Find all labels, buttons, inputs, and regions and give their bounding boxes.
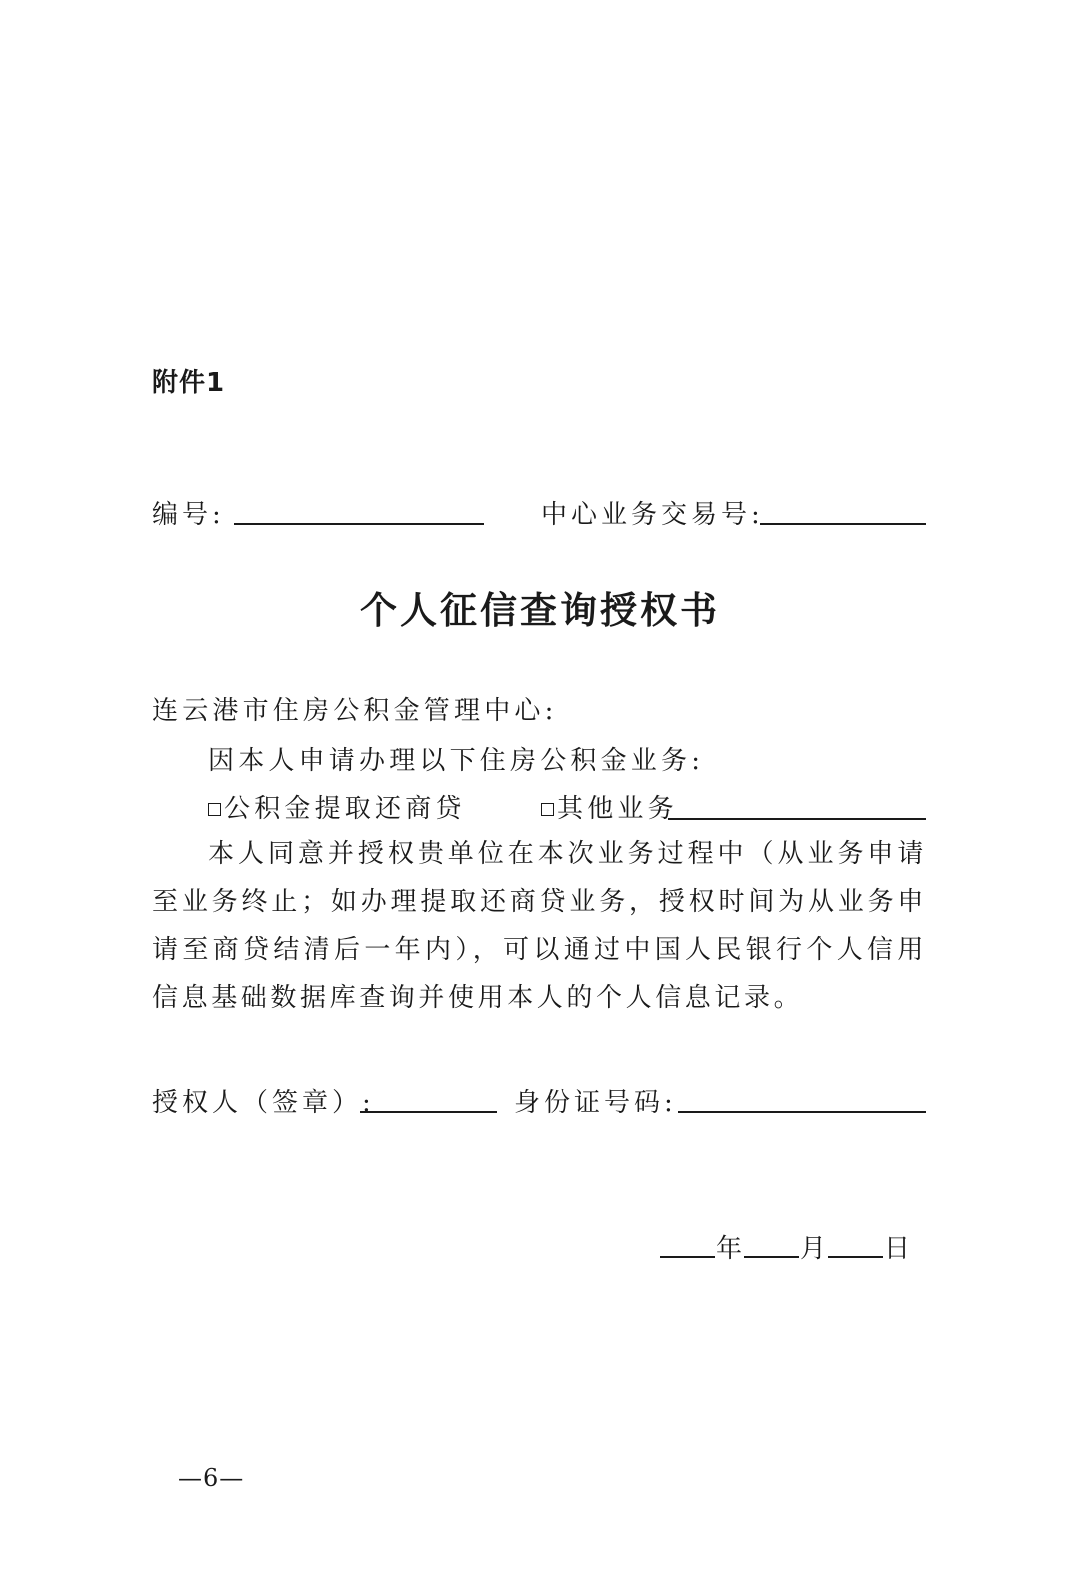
- day-field[interactable]: [828, 1256, 883, 1258]
- page-number: —6—: [178, 1464, 245, 1492]
- document-title: 个人征信查询授权书: [360, 588, 720, 632]
- day-label: 日: [884, 1234, 915, 1264]
- month-field[interactable]: [744, 1256, 799, 1258]
- year-field[interactable]: [660, 1256, 715, 1258]
- month-label: 月: [800, 1234, 831, 1264]
- id-number-field[interactable]: [678, 1111, 926, 1113]
- option-label: 其他业务: [557, 794, 678, 824]
- id-number-label: 身份证号码:: [514, 1088, 677, 1118]
- number-label: 编号:: [152, 500, 225, 530]
- year-label: 年: [716, 1234, 747, 1264]
- checkbox-icon[interactable]: [208, 803, 221, 816]
- addressee: 连云港市住房公积金管理中心:: [152, 696, 558, 726]
- checkbox-icon[interactable]: [541, 803, 554, 816]
- attachment-label: 附件1: [152, 368, 226, 398]
- option-other-business[interactable]: [541, 788, 678, 825]
- authorizer-label: 授权人（签章）:: [152, 1088, 375, 1118]
- transaction-number-label: 中心业务交易号:: [541, 500, 764, 530]
- option-provident-fund-loan[interactable]: [208, 788, 466, 825]
- consent-paragraph: 本人同意并授权贵单位在本次业务过程中（从业务申请至业务终止；如办理提取还商贷业务，授权时间为从业务申请至商贷结清后一年内），可以通过中国人民银行个人信用信息基础数据库查询并使用本人的个人信息记录。: [152, 839, 927, 1013]
- intro-text: 因本人申请办理以下住房公积金业务:: [208, 746, 705, 776]
- transaction-number-field[interactable]: [760, 523, 926, 525]
- option-label: 公积金提取还商贷: [224, 794, 466, 824]
- number-field[interactable]: [234, 523, 484, 525]
- other-business-field[interactable]: [668, 818, 926, 820]
- authorizer-signature-field[interactable]: [360, 1111, 497, 1113]
